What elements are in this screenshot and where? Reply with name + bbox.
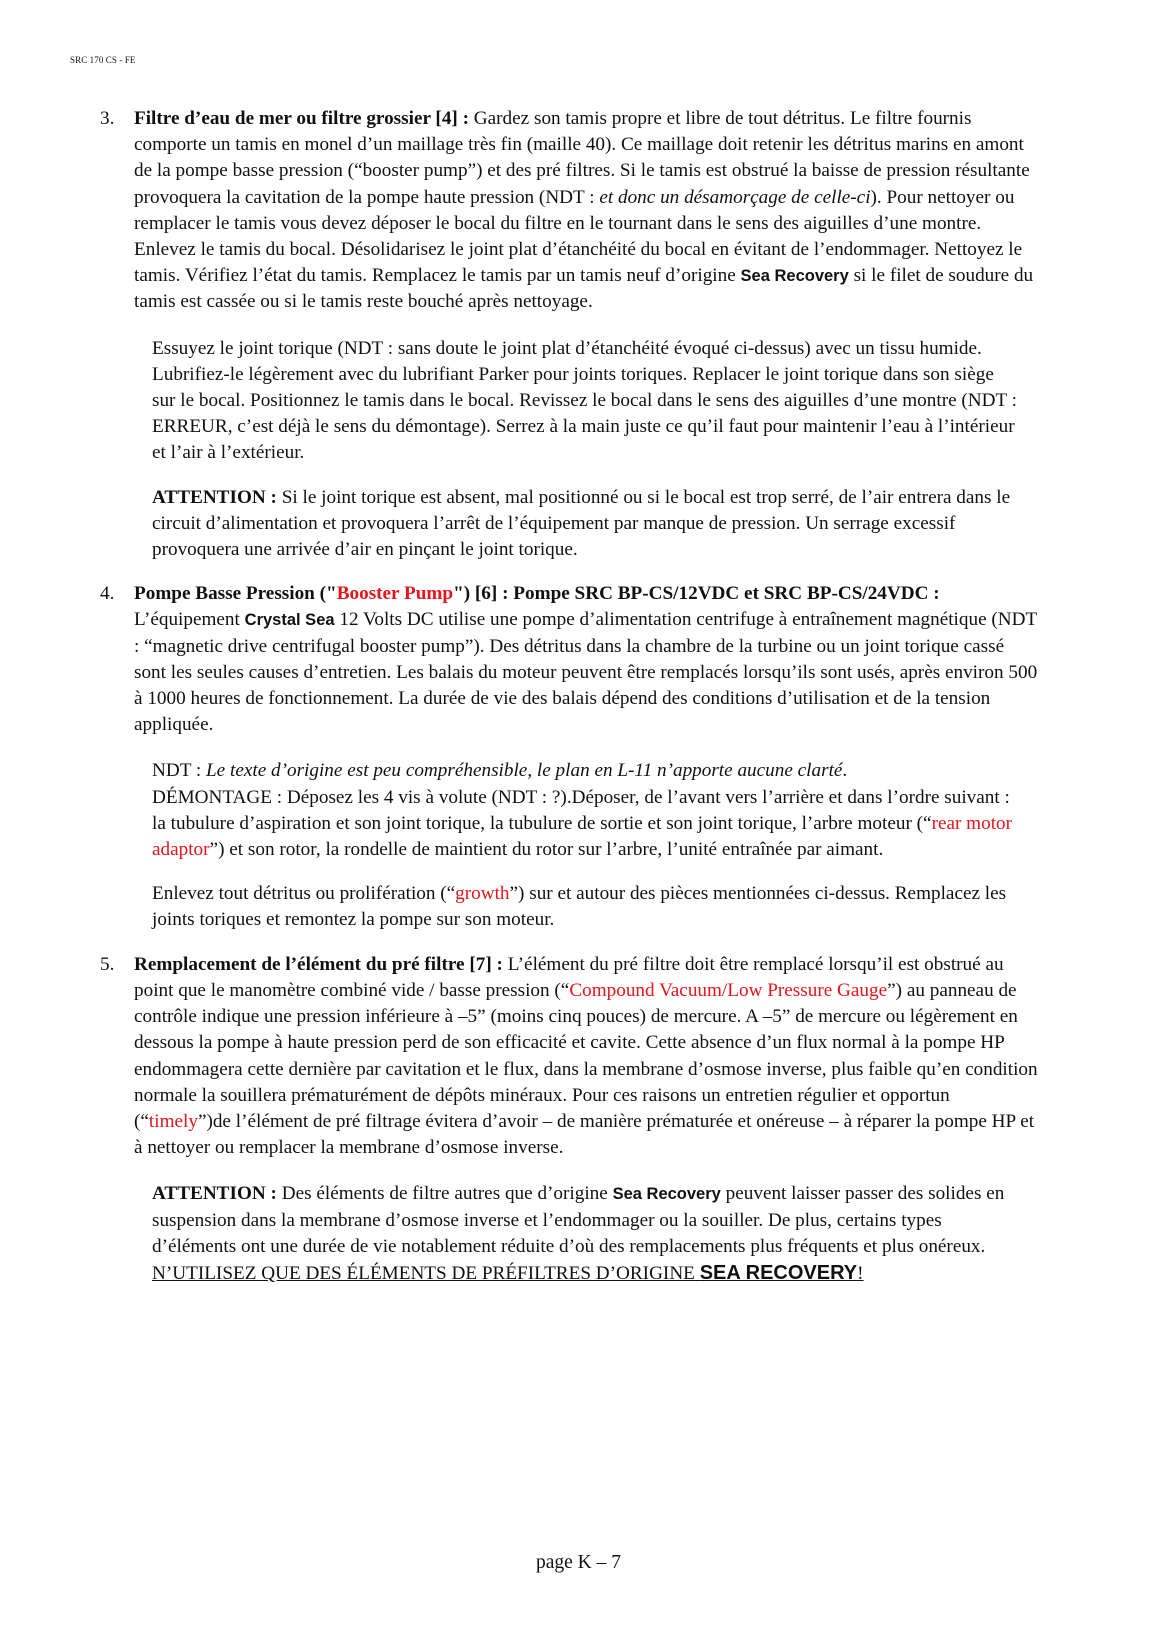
- section-4-text: 12 Volts DC utilise une pompe d’alimentation centrifuge à entraînement magnétique (NDT : “magnetic drive centrifugal booster pump”). Des détritus dans la chambre de la turbine ou un joint torique cassé sont les seules causes d’entretien. Les balais du moteur peuvent être remplacés lorsqu’ils sont usés, après environ 500 à 1000 heures de fonctionnement. La durée de vie des balais dépend des conditions d’utilisation et de la tension appliquée.: [134, 609, 1038, 736]
- highlighted-term-compound-gauge: Compound Vacuum/Low Pressure Gauge: [569, 979, 888, 1001]
- brand-sea-recovery-caps: SEA RECOVERY: [699, 1261, 858, 1284]
- attention-text: Si le joint torique est absent, mal positionné ou si le bocal est trop serré, de l’air entrera dans le circuit d’alimentation et provoquera l’arrêt de l’équipement par manque de pression. Un serrage excessif provoquera une arrivée d’air en pinçant le joint torique.: [152, 486, 1011, 561]
- section-3-paragraph: [134, 106, 1039, 316]
- list-number: 3.: [100, 108, 115, 129]
- section-3-text: si le filet de soudure du tamis est cassée ou si le tamis reste bouché après nettoyage.: [134, 265, 1034, 313]
- section-4-text: L’équipement: [134, 609, 245, 631]
- section-3-seawater-filter: [100, 106, 1039, 316]
- attention-text: peuvent laisser passer des solides en suspension dans la membrane d’osmose inverse et l’endommager ou la souiller. De plus, certains types d’éléments ont une durée de vie notablement réduite d’où des remplacements plus fréquents et plus onéreux.: [152, 1183, 1005, 1257]
- translator-note-italic: Le texte d’origine est peu compréhensible, le plan en L-11 n’apporte aucune clarté: [206, 760, 843, 782]
- warning-text: N’UTILISEZ QUE DES ÉLÉMENTS DE PRÉFILTRES D’ORIGINE: [152, 1262, 700, 1284]
- section-5-text: ”)de l’élément de pré filtrage évitera d’avoir – de manière prématurée et onéreuse – à réparer la pompe HP et à nettoyer ou remplacer la membrane d’osmose inverse.: [134, 1110, 1035, 1159]
- section-3-text: ). Pour nettoyer ou remplacer le tamis vous devez déposer le bocal du filtre en le tournant dans le sens des aiguilles d’une montre. Enlevez le tamis du bocal. Désolidarisez le joint plat d’étanchéité du bocal en évitant de l’endommager. Nettoyez le tamis. Vérifiez l’état du tamis. Remplacez le tamis par un tamis neuf d’origine: [134, 186, 1023, 287]
- section-5-text: ”) au panneau de contrôle indique une pression inférieure à –5” (moins cinq pouces) de mercure. A –5” de mercure ou légèrement en dessous la pompe à haute pression perd de son efficacité et cavite. Cette absence d’un flux normal à la pompe HP endommagera cette dernière par cavitation et le flux, dans la membrane d’osmose inverse, plus faible qu’en condition normale la souillera prématurément de dépôts minéraux. Pour ces raisons un entretien régulier et opportun (“: [134, 979, 1038, 1132]
- attention-label: ATTENTION :: [152, 1183, 277, 1205]
- highlighted-term-booster-pump: Booster Pump: [336, 583, 454, 605]
- attention-label: ATTENTION :: [152, 486, 277, 508]
- warning-underlined: [152, 1263, 864, 1284]
- disassembly-text: ”) et son rotor, la rondelle de maintient du rotor sur l’arbre, l’unité entraînée par aimant.: [209, 839, 884, 861]
- section-4-booster-pump: [100, 581, 1039, 738]
- ndt-label: NDT :: [152, 760, 207, 782]
- cleaning-paragraph: [100, 881, 1062, 933]
- cleaning-text: Enlevez tout détritus ou prolifération (“: [152, 883, 456, 905]
- punctuation: .: [842, 760, 848, 782]
- section-5-prefilter-replacement: [100, 952, 1039, 1162]
- attention-paragraph-o-ring: [100, 485, 1062, 564]
- section-4-paragraph: [134, 581, 1039, 738]
- attention-text: Des éléments de filtre autres que d’origine: [276, 1183, 613, 1205]
- disassembly-paragraph: [100, 758, 1062, 863]
- section-5-title: Remplacement de l’élément du pré filtre [7] :: [134, 953, 503, 975]
- title-part: ") [6] : Pompe SRC BP-CS/12VDC et SRC BP-CS/24VDC :: [453, 583, 940, 605]
- brand-crystal-sea: Crystal Sea: [244, 611, 335, 630]
- brand-sea-recovery: Sea Recovery: [740, 267, 849, 286]
- section-3-title: Filtre d’eau de mer ou filtre grossier [4] :: [134, 108, 469, 129]
- attention-paragraph-filter-elements: [100, 1181, 1062, 1287]
- document-code-header: SRC 170 CS - FE: [70, 55, 136, 65]
- list-number: 4.: [100, 583, 115, 605]
- brand-sea-recovery: Sea Recovery: [612, 1185, 721, 1204]
- highlighted-term-timely: timely: [148, 1110, 198, 1132]
- title-part: Pompe Basse Pression (": [134, 583, 337, 605]
- section-4-title: [134, 583, 940, 604]
- document-body: [100, 106, 1060, 1287]
- page-number-footer: page K – 7: [535, 1552, 622, 1573]
- warning-exclamation: !: [857, 1262, 864, 1284]
- o-ring-instructions-paragraph: Essuyez le joint torique (NDT : sans doute le joint plat d’étanchéité évoqué ci-dessus) avec un tissu humide. Lubrifiez-le légèrement avec du lubrifiant Parker pour joints toriques. Replacer le joint torique dans son siège sur le bocal. Positionnez le tamis dans le bocal. Revissez le bocal dans le sens des aiguilles d’une montre (NDT : ERREUR, c’est déjà le sens du démontage). Serrez à la main juste ce qu’il faut pour maintenir l’eau à l’intérieur et l’air à l’extérieur.: [152, 337, 1018, 464]
- section-5-paragraph: [134, 952, 1039, 1162]
- highlighted-term-rear-motor-adaptor: rear motor adaptor: [152, 812, 1013, 861]
- section-3-text: Gardez son tamis propre et libre de tout détritus. Le filtre fournis comporte un tamis en monel d’un maillage très fin (maille 40). Ce maillage doit retenir les détritus marins en amont de la pompe basse pression (“booster pump”) et des pré filtres. Si le tamis est obstrué la baisse de pression résultante provoquera la cavitation de la pompe haute pression (NDT :: [134, 108, 1030, 208]
- cleaning-text: ”) sur et autour des pièces mentionnées ci-dessus. Remplacez les joints toriques et remontez la pompe sur son moteur.: [152, 883, 1007, 931]
- section-5-text: L’élément du pré filtre doit être remplacé lorsqu’il est obstrué au point que le manomètre combiné vide / basse pression (“: [134, 953, 1004, 1001]
- translator-note-italic: et donc un désamorçage de celle-ci: [599, 186, 871, 208]
- highlighted-term-growth: growth: [455, 883, 510, 905]
- disassembly-text: DÉMONTAGE : Déposez les 4 vis à volute (NDT : ?).Déposer, de l’avant vers l’arrière et dans l’ordre suivant : la tubulure d’aspiration et son joint torique, la tubulure de sortie et son joint torique, l’arbre moteur (“: [152, 786, 1010, 834]
- list-number: 5.: [100, 953, 115, 975]
